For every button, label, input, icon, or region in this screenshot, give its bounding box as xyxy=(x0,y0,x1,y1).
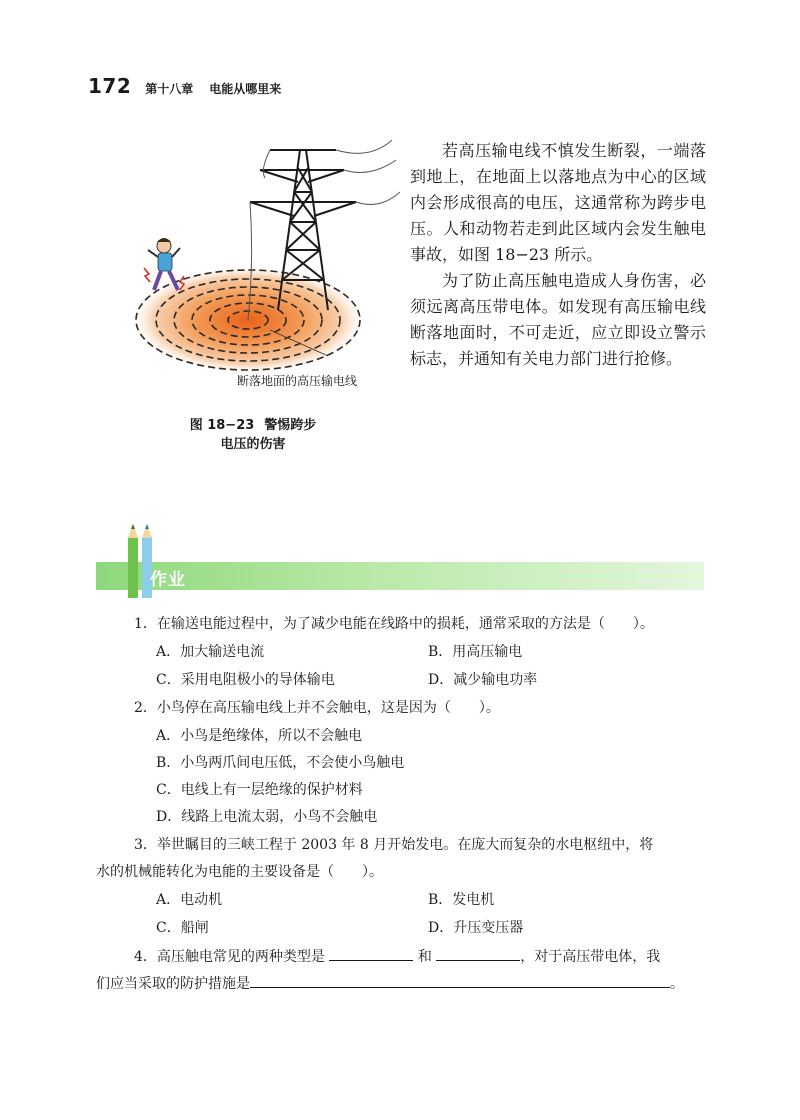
question-4-line2-text: 们应当采取的防护措施是 xyxy=(96,976,250,992)
question-4-part1: 4．高压触电常见的两种类型是 xyxy=(134,949,325,965)
chapter-number: 第十八章 xyxy=(145,82,194,96)
homework-title: 作业 xyxy=(150,570,186,590)
answer-blank-1[interactable] xyxy=(329,946,413,961)
figure-label: 断落地面的高压输电线 xyxy=(237,374,358,388)
question-4-line1 xyxy=(134,946,660,967)
answer-blank-3[interactable] xyxy=(250,973,670,988)
chapter-title: 电能从哪里来 xyxy=(209,82,282,96)
option-1d: D．减少输电功率 xyxy=(428,672,538,688)
page-header xyxy=(88,74,281,98)
caption-number: 图 18−23 xyxy=(189,418,255,433)
caption-line1: 警惕跨步 xyxy=(264,418,317,433)
question-4-part2: 和 xyxy=(417,949,432,965)
question-4-end: 。 xyxy=(670,976,684,992)
question-4-line2 xyxy=(96,973,684,994)
caption-line2: 电压的伤害 xyxy=(220,437,286,452)
paragraph: 若高压输电线不慎发生断裂，一端落到地上，在地面上以落地点为中心的区域内会形成很高的电压，这通常称为跨步电压。人和动物若走到此区域内会发生触电事故，如图 18−23 所示。 xyxy=(410,141,706,264)
option-2b: B．小鸟两爪间电压低，不会使小鸟触电 xyxy=(156,755,405,771)
option-2a: A．小鸟是绝缘体，所以不会触电 xyxy=(156,728,363,744)
body-text xyxy=(410,138,706,372)
option-3c: C．船闸 xyxy=(156,920,209,936)
step-voltage-illustration xyxy=(130,130,400,400)
option-2d: D．线路上电流太弱，小鸟不会触电 xyxy=(156,809,378,825)
option-2c: C．电线上有一层绝缘的保护材料 xyxy=(156,782,363,798)
question-2: 2．小鸟停在高压输电线上并不会触电，这是因为（ ）。 xyxy=(134,700,500,716)
option-3a: A．电动机 xyxy=(156,892,223,908)
question-3-line2: 水的机械能转化为电能的主要设备是（ ）。 xyxy=(96,864,383,880)
figure-caption xyxy=(168,416,338,454)
paragraph: 为了防止高压触电造成人身伤害，必须远离高压带电体。如发现有高压输电线断落地面时，不可走近，应立即设立警示标志，并通知有关电力部门进行抢修。 xyxy=(410,271,706,368)
option-1b: B．用高压输电 xyxy=(428,644,523,660)
option-3d: D．升压变压器 xyxy=(428,920,524,936)
option-3b: B．发电机 xyxy=(428,892,495,908)
question-3-line1: 3．举世瞩目的三峡工程于 2003 年 8 月开始发电。在庞大而复杂的水电枢纽中，将 xyxy=(134,837,654,853)
homework-banner xyxy=(96,562,704,590)
question-4-part3: ，对于高压带电体，我 xyxy=(520,949,661,965)
answer-blank-2[interactable] xyxy=(436,946,520,961)
option-1c: C．采用电阻极小的导体输电 xyxy=(156,672,335,688)
question-1: 1．在输送电能过程中，为了减少电能在线路中的损耗，通常采取的方法是（ ）。 xyxy=(134,616,654,632)
page-number: 172 xyxy=(88,74,132,98)
option-1a: A．加大输送电流 xyxy=(156,644,265,660)
